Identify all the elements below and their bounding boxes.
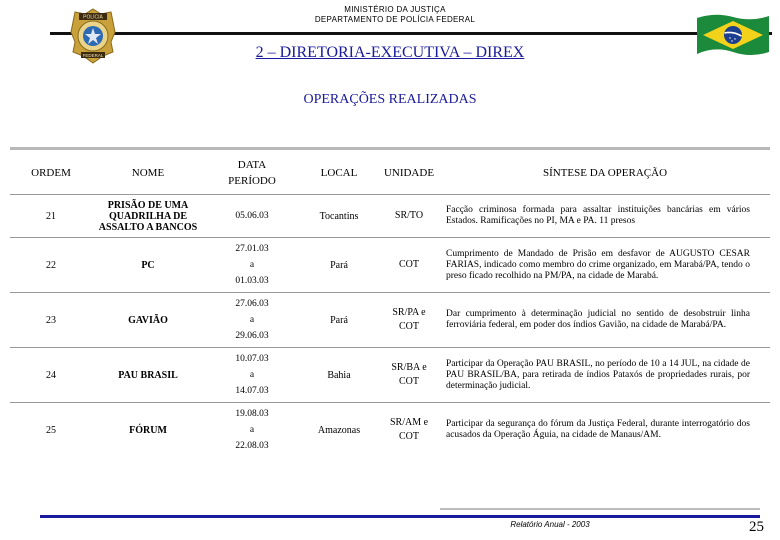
- cell-nome: PC: [92, 238, 204, 293]
- footer-rule-gray: [440, 508, 760, 510]
- police-badge-icon: [70, 8, 116, 64]
- col-header-unidade: UNIDADE: [383, 167, 435, 179]
- col-header-sintese: SÍNTESE DA OPERAÇÃO: [542, 167, 668, 179]
- cell-sintese: Dar cumprimento à determinação judicial no sentido de desobstruir linha ferroviária federal, em poder dos índios Gavião, na cidade de Marabá/PA.: [440, 293, 770, 348]
- date-start: 05.06.03: [235, 211, 269, 221]
- date-separator: a: [249, 260, 255, 270]
- unit-line: SR/TO: [394, 210, 424, 221]
- cell-ordem: 25: [10, 403, 92, 458]
- header-rule: [50, 32, 772, 35]
- date-start: 10.07.03: [235, 354, 269, 364]
- unit-line: COT: [399, 321, 419, 332]
- col-header-nome: NOME: [131, 167, 165, 179]
- cell-ordem: 23: [10, 293, 92, 348]
- cell-sintese: Cumprimento de Mandado de Prisão em desfavor de AUGUSTO CESAR FARIAS, indicado como membro do crime organizado, em Marabá/PA, tendo o preso ficado recolhido na PM/PA, na cidade de Marabá.: [440, 238, 770, 293]
- unit-line: COT: [399, 376, 419, 387]
- cell-local: Amazonas: [300, 403, 378, 458]
- col-header-data: [204, 152, 300, 195]
- report-label: Relatório Anual - 2003: [510, 520, 590, 529]
- unit-line: COT: [399, 259, 419, 270]
- unit-line: SR/BA e: [391, 362, 427, 373]
- brazil-flag-icon: [695, 12, 771, 58]
- cell-local: Tocantins: [300, 195, 378, 238]
- cell-local: Pará: [300, 293, 378, 348]
- cell-data: [204, 293, 300, 348]
- operations-table: [10, 152, 770, 457]
- directorate-title: 2 – DIRETORIA-EXECUTIVA – DIREX: [255, 44, 525, 61]
- cell-sintese: Participar da Operação PAU BRASIL, no período de 10 a 14 JUL, na cidade de PAU BRASIL/BA, para retirada de índios Pataxós de propriedades rurais, por determinação judicial.: [440, 348, 770, 403]
- page-number: 25: [749, 519, 764, 535]
- col-header-data-line1: DATA: [237, 159, 267, 171]
- unit-line: SR/AM e: [389, 417, 429, 428]
- cell-unidade: [378, 238, 440, 293]
- date-end: 14.07.03: [235, 386, 269, 396]
- cell-unidade: [378, 403, 440, 458]
- svg-text:POLÍCIA: POLÍCIA: [83, 14, 103, 21]
- cell-local: Pará: [300, 238, 378, 293]
- section-title: OPERAÇÕES REALIZADAS: [303, 92, 477, 107]
- cell-ordem: 21: [10, 195, 92, 238]
- table-row: [10, 403, 770, 458]
- cell-sintese: Participar da segurança do fórum da Justiça Federal, durante interrogatório dos acusados da Operação Águia, na cidade de Manaus/AM.: [440, 403, 770, 458]
- date-end: 22.08.03: [235, 441, 269, 451]
- svg-text:FEDERAL: FEDERAL: [82, 52, 104, 58]
- department-name: DEPARTAMENTO DE POLÍCIA FEDERAL: [314, 15, 476, 24]
- table-row: [10, 195, 770, 238]
- table-row: [10, 348, 770, 403]
- cell-nome: PRISÃO DE UMA QUADRILHA DE ASSALTO A BANCOS: [92, 195, 204, 238]
- footer-rule-blue: [40, 515, 760, 518]
- cell-data: [204, 238, 300, 293]
- ministry-name: MINISTÉRIO DA JUSTIÇA: [344, 5, 446, 14]
- date-separator: a: [249, 370, 255, 380]
- cell-data: [204, 348, 300, 403]
- unit-line: SR/PA e: [392, 307, 426, 318]
- cell-data: [204, 195, 300, 238]
- ministry-header: [230, 5, 560, 25]
- cell-ordem: 24: [10, 348, 92, 403]
- cell-nome: FÓRUM: [92, 403, 204, 458]
- date-start: 27.01.03: [235, 244, 269, 254]
- table-row: [10, 238, 770, 293]
- cell-ordem: 22: [10, 238, 92, 293]
- cell-local: Bahia: [300, 348, 378, 403]
- date-start: 19.08.03: [235, 409, 269, 419]
- table-header-row: [10, 152, 770, 195]
- cell-nome: GAVIÃO: [92, 293, 204, 348]
- cell-data: [204, 403, 300, 458]
- cell-unidade: [378, 348, 440, 403]
- cell-unidade: [378, 195, 440, 238]
- table-top-rule: [10, 147, 770, 150]
- date-separator: a: [249, 315, 255, 325]
- unit-line: COT: [399, 431, 419, 442]
- date-separator: a: [249, 425, 255, 435]
- col-header-ordem: ORDEM: [31, 167, 71, 179]
- cell-unidade: [378, 293, 440, 348]
- col-header-data-line2: PERÍODO: [228, 175, 276, 187]
- date-start: 27.06.03: [235, 299, 269, 309]
- cell-nome: PAU BRASIL: [92, 348, 204, 403]
- date-end: 01.03.03: [235, 276, 269, 286]
- date-end: 29.06.03: [235, 331, 269, 341]
- cell-sintese: Facção criminosa formada para assaltar instituições bancárias em vários Estados. Ramificações no PI, MA e PA. 11 presos: [440, 195, 770, 238]
- table-row: [10, 293, 770, 348]
- col-header-local: LOCAL: [320, 167, 358, 179]
